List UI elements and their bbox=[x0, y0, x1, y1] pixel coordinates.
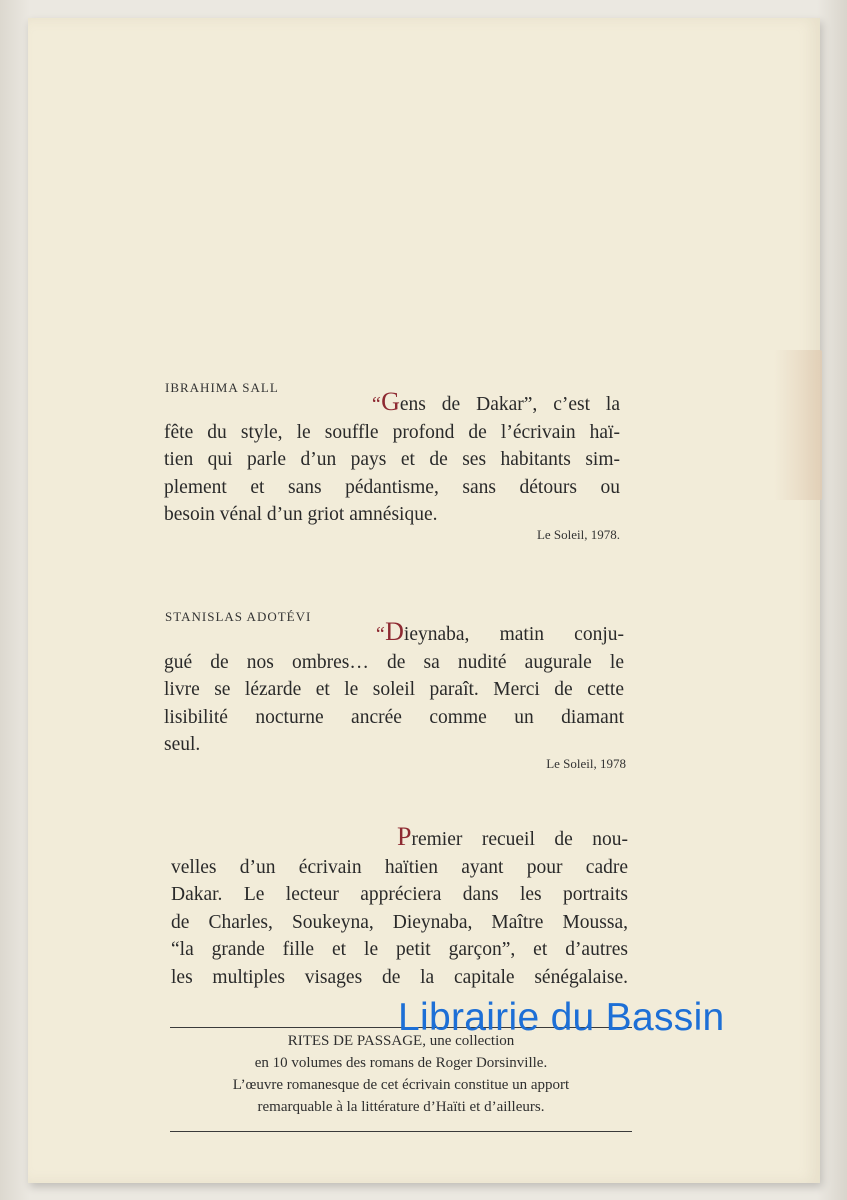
blurb-dropcap: P bbox=[397, 822, 412, 851]
quote2-text bbox=[164, 618, 624, 759]
blurb-line-3: Dakar. Le lecteur appréciera dans les portraits bbox=[171, 884, 628, 905]
blurb-line-2: velles d’un écrivain haïtien ayant pour cadre bbox=[171, 856, 628, 878]
quote1-line-text: ens de Dakar”, c’est la bbox=[399, 394, 620, 415]
quote2-dropcap: D bbox=[385, 617, 404, 646]
quote1-line-3: tien qui parle d’un pays et de ses habitants sim- bbox=[164, 449, 620, 470]
cover-stain bbox=[774, 350, 822, 500]
footer-line-2: en 10 volumes des romans de Roger Dorsinville. bbox=[254, 1055, 548, 1071]
quote1-line-5: besoin vénal d’un griot amnésique. bbox=[164, 504, 438, 525]
quote2-line-1 bbox=[164, 618, 624, 649]
quote2-line-3: livre se lézarde et le soleil paraît. Merci de cette bbox=[164, 679, 624, 700]
quote2-line-2: gué de nos ombres… de sa nudité augurale le bbox=[164, 651, 624, 673]
quote2-line-5: seul. bbox=[164, 734, 201, 755]
footer-line-1: RITES DE PASSAGE, une collection bbox=[287, 1033, 515, 1049]
quote1-source: Le Soleil, 1978. bbox=[536, 527, 620, 542]
open-quote-mark: “ bbox=[370, 393, 382, 415]
blurb-line-text: remier recueil de nou- bbox=[411, 829, 628, 850]
blurb-line-5: “la grande fille et le petit garçon”, et d’autres bbox=[171, 939, 628, 960]
open-quote-mark: “ bbox=[374, 623, 386, 645]
bookseller-watermark: Librairie du Bassin bbox=[398, 996, 725, 1039]
quote1-text bbox=[164, 388, 620, 529]
quote2-source: Le Soleil, 1978 bbox=[546, 756, 626, 771]
blurb-text bbox=[171, 823, 628, 991]
quote2-line-4: lisibilité nocturne ancrée comme un diamant bbox=[164, 706, 624, 728]
blurb-line-4: de Charles, Soukeyna, Dieynaba, Maître Moussa, bbox=[171, 911, 628, 933]
footer-collection-note bbox=[170, 1030, 632, 1118]
quote1-line-1 bbox=[164, 388, 620, 419]
quote2-line-text: ieynaba, matin conju- bbox=[403, 624, 624, 645]
quote2-author: STANISLAS ADOTÉVI bbox=[165, 609, 312, 624]
quote1-line-4: plement et sans pédantisme, sans détours ou bbox=[164, 476, 620, 498]
quote1-line-2: fête du style, le souffle profond de l’écrivain haï- bbox=[164, 421, 620, 443]
quote1-author: IBRAHIMA SALL bbox=[165, 380, 279, 395]
blurb-line-6: les multiples visages de la capitale sénégalaise. bbox=[171, 966, 628, 988]
footer-line-4: remarquable à la littérature d’Haïti et d’ailleurs. bbox=[257, 1099, 545, 1115]
footer-line-3: L’œuvre romanesque de cet écrivain constitue un apport bbox=[232, 1077, 570, 1093]
blurb-line-1 bbox=[171, 823, 628, 854]
footer-bottom-rule bbox=[170, 1131, 632, 1132]
quote1-dropcap: G bbox=[381, 387, 400, 416]
